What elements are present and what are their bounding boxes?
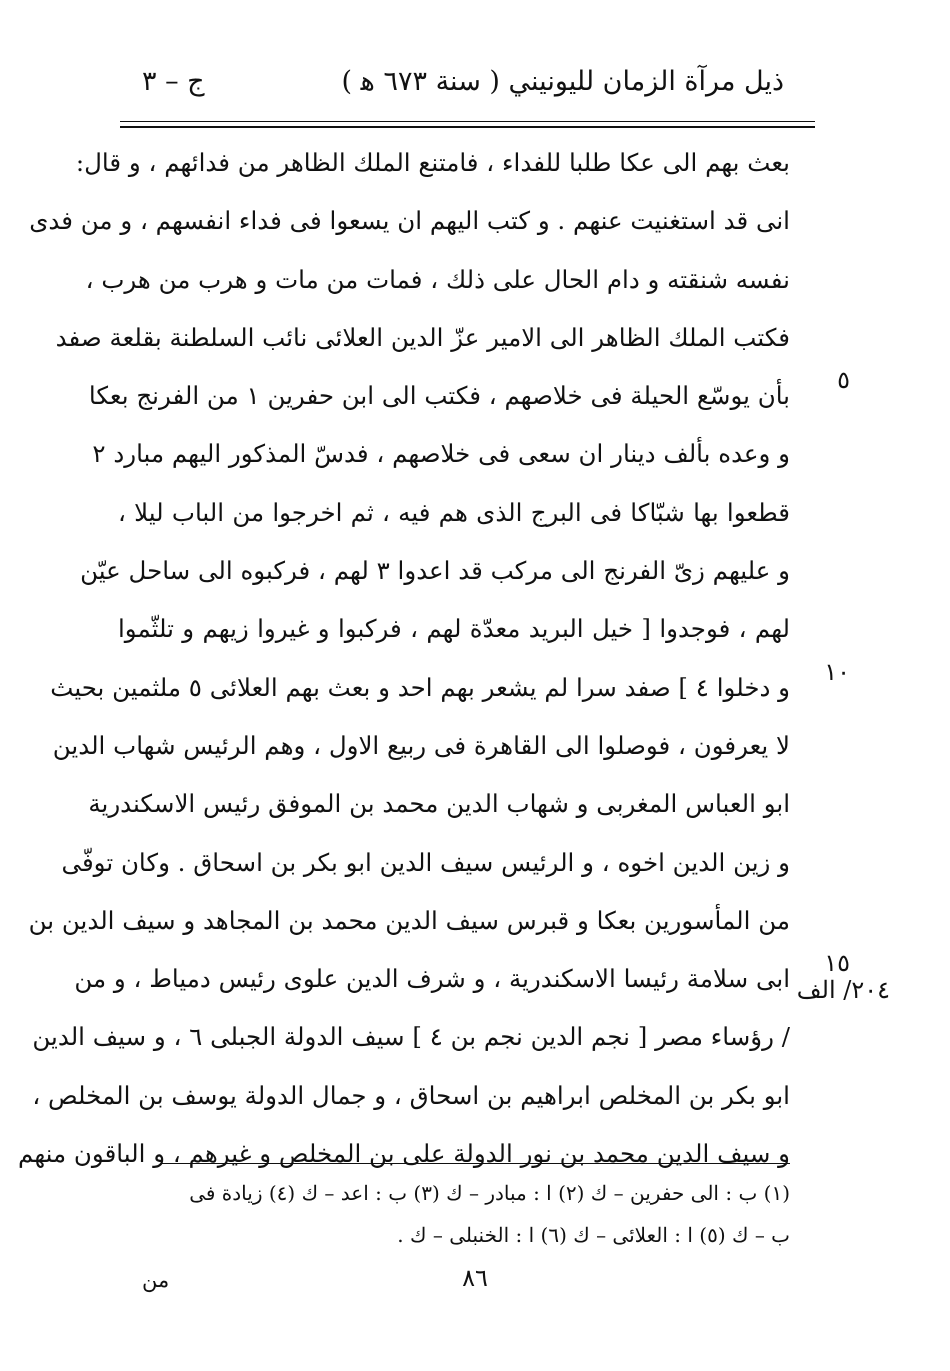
- text-line: بعث بهم الى عكا طلبا للفداء ، فامتنع الملك الظاهر من فدائهم ، و قال:: [75, 148, 790, 177]
- text-line: و زين الدين اخوه ، و الرئيس سيف الدين ابو بكر بن اسحاق . وكان توفّى: [61, 847, 790, 877]
- text-line: و وعده بألف دينار ان سعى فى خلاصهم ، فدسّ المذكور اليهم مبارد ٢: [92, 439, 790, 469]
- text-line: ابو العباس المغربى و شهاب الدين محمد بن الموفق رئيس الاسكندرية: [88, 789, 790, 819]
- volume-label: ج – ٣: [142, 66, 205, 97]
- text-line: لا يعرفون ، فوصلوا الى القاهرة فى ربيع الاول ، وهم الرئيس شهاب الدين: [52, 730, 790, 760]
- header-rule-thin: [120, 121, 815, 122]
- text-line: قطعوا بها شبّاكا فى البرج الذى هم فيه ، ثم اخرجوا من الباب ليلا ،: [118, 497, 790, 527]
- text-line: و سيف الدين محمد بن نور الدولة على بن المخلص و غيرهم ، و الباقون منهم: [18, 1139, 790, 1169]
- text-line: لهم ، فوجدوا [ خيل البريد معدّة لهم ، فركبوا و غيروا زيهم و تلثّموا: [118, 614, 790, 644]
- catchword: من: [142, 1268, 170, 1292]
- folio-marker: ٢٠٤/ الف: [796, 976, 890, 1004]
- text-line: / رؤساء مصر [ نجم الدين نجم بن ٤ ] سيف الدولة الجبلى ٦ ، و سيف الدين: [32, 1022, 790, 1052]
- footnote-rule: [162, 1163, 790, 1164]
- line-number-15: ١٥: [824, 949, 850, 977]
- footnote-line: (١) ب : الى حفرين – ك (٢) ا : مبادر – ك (٣) ب : اعد – ك (٤) زيادة فى: [189, 1181, 790, 1205]
- text-line: ابى سلامة رئيسا الاسكندرية ، و شرف الدين علوى رئيس دمياط ، و من: [74, 964, 790, 994]
- header-rule-thick: [120, 126, 815, 128]
- running-title: ذيل مرآة الزمان لليونيني ( سنة ٦٧٣ ﻫ ): [341, 66, 784, 97]
- line-number-5: ٥: [837, 366, 850, 394]
- main-text: [18, 134, 790, 1183]
- text-line: و عليهم زىّ الفرنج الى مركب قد اعدوا ٣ لهم ، فركبوه الى ساحل عيّن: [80, 556, 790, 586]
- page-number: ٨٦: [462, 1264, 488, 1292]
- text-line: فكتب الملك الظاهر الى الامير عزّ الدين العلائى نائب السلطنة بقلعة صفد: [55, 322, 790, 352]
- text-line: نفسه شنقته و دام الحال على ذلك ، فمات من مات و هرب من هرب ،: [85, 264, 790, 294]
- footnote-line: ب – ك (٥) ا : العلائى – ك (٦) ا : الخنبلى – ك .: [397, 1223, 790, 1247]
- text-line: من المأسورين بعكا و قبرس سيف الدين محمد بن المجاهد و سيف الدين بن: [28, 905, 790, 935]
- text-line: بأن يوسّع الحيلة فى خلاصهم ، فكتب الى ابن حفرين ١ من الفرنج بعكا: [88, 381, 790, 411]
- line-number-10: ١٠: [824, 658, 850, 686]
- text-line: ابو بكر بن المخلص ابراهيم بن اسحاق ، و جمال الدولة يوسف بن المخلص ،: [32, 1080, 790, 1110]
- text-line: و دخلوا ٤ ] صفد سرا لم يشعر بهم احد و بعث بهم العلائى ٥ ملثمين بحيث: [50, 672, 790, 702]
- footnotes: [118, 1172, 790, 1256]
- text-line: انى قد استغنيت عنهم . و كتب اليهم ان يسعوا فى فداء انفسهم ، و من فدى: [29, 206, 790, 236]
